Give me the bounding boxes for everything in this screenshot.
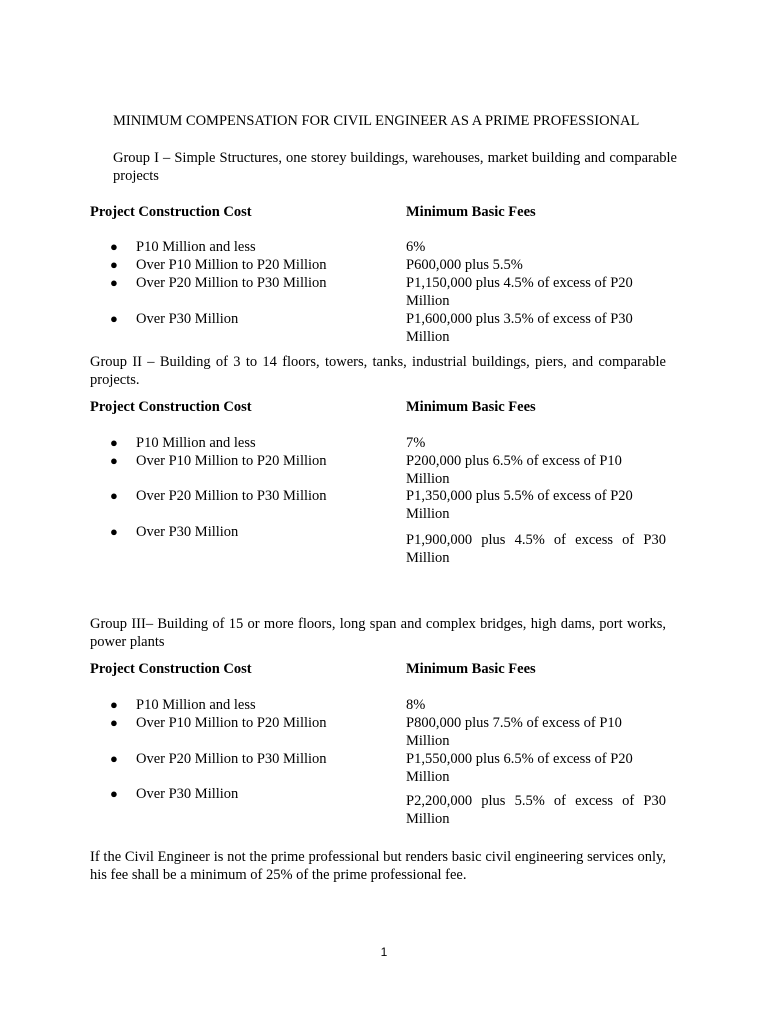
group-2-row-3-cost: Over P20 Million to P30 Million bbox=[136, 488, 327, 504]
group-1-row-1-cost: P10 Million and less bbox=[136, 239, 256, 255]
group-3-cost-header: Project Construction Cost bbox=[90, 661, 252, 677]
page-number: 1 bbox=[380, 945, 388, 959]
group-1-row-3-cost: Over P20 Million to P30 Million bbox=[136, 275, 327, 291]
bullet-icon: ● bbox=[110, 311, 118, 326]
group-3-row-1-fee: 8% bbox=[406, 697, 426, 713]
bullet-icon: ● bbox=[110, 239, 118, 254]
group-1-row-4-cost: Over P30 Million bbox=[136, 311, 239, 327]
group-1-intro: Group I – Simple Structures, one storey buildings, warehouses, market building and comparable projects bbox=[113, 150, 677, 184]
group-3-row-3-cost: Over P20 Million to P30 Million bbox=[136, 751, 327, 767]
group-2-fees-header: Minimum Basic Fees bbox=[406, 399, 536, 415]
group-2-row-4-cost: Over P30 Million bbox=[136, 524, 239, 540]
document-title: MINIMUM COMPENSATION FOR CIVIL ENGINEER AS A PRIME PROFESSIONAL bbox=[113, 113, 640, 129]
group-3-row-3-fee: P1,550,000 plus 6.5% of excess of P20 Million bbox=[406, 751, 633, 785]
bullet-icon: ● bbox=[110, 435, 118, 450]
bullet-icon: ● bbox=[110, 715, 118, 730]
group-3-row-2-fee: P800,000 plus 7.5% of excess of P10 Million bbox=[406, 715, 622, 749]
group-1-row-1-fee: 6% bbox=[406, 239, 426, 255]
bullet-icon: ● bbox=[110, 453, 118, 468]
group-3-row-2-cost: Over P10 Million to P20 Million bbox=[136, 715, 327, 731]
bullet-icon: ● bbox=[110, 697, 118, 712]
group-2-row-2-cost: Over P10 Million to P20 Million bbox=[136, 453, 327, 469]
group-3-row-4-fee: P2,200,000 plus 5.5% of excess of P30 Million bbox=[406, 793, 666, 827]
bullet-icon: ● bbox=[110, 257, 118, 272]
bullet-icon: ● bbox=[110, 488, 118, 503]
bullet-icon: ● bbox=[110, 751, 118, 766]
bullet-icon: ● bbox=[110, 786, 118, 801]
group-1-row-4-fee: P1,600,000 plus 3.5% of excess of P30 Million bbox=[406, 311, 633, 345]
group-2-row-3-fee: P1,350,000 plus 5.5% of excess of P20 Million bbox=[406, 488, 633, 522]
group-1-row-2-cost: Over P10 Million to P20 Million bbox=[136, 257, 327, 273]
group-2-row-2-fee: P200,000 plus 6.5% of excess of P10 Million bbox=[406, 453, 622, 487]
group-1-cost-header: Project Construction Cost bbox=[90, 204, 252, 220]
bullet-icon: ● bbox=[110, 524, 118, 539]
group-3-row-4-cost: Over P30 Million bbox=[136, 786, 239, 802]
footer-note: If the Civil Engineer is not the prime professional but renders basic civil engineering services only, his fee shall be a minimum of 25% of the prime professional fee. bbox=[90, 849, 666, 883]
group-3-row-1-cost: P10 Million and less bbox=[136, 697, 256, 713]
group-1-row-2-fee: P600,000 plus 5.5% bbox=[406, 257, 523, 273]
group-2-row-4-fee: P1,900,000 plus 4.5% of excess of P30 Million bbox=[406, 532, 666, 566]
group-3-fees-header: Minimum Basic Fees bbox=[406, 661, 536, 677]
group-1-row-3-fee: P1,150,000 plus 4.5% of excess of P20 Million bbox=[406, 275, 633, 309]
group-2-cost-header: Project Construction Cost bbox=[90, 399, 252, 415]
group-2-row-1-cost: P10 Million and less bbox=[136, 435, 256, 451]
group-2-intro: Group II – Building of 3 to 14 floors, towers, tanks, industrial buildings, piers, and comparable projects. bbox=[90, 354, 666, 388]
group-3-intro: Group III– Building of 15 or more floors, long span and complex bridges, high dams, port works, power plants bbox=[90, 616, 666, 650]
group-1-fees-header: Minimum Basic Fees bbox=[406, 204, 536, 220]
group-2-row-1-fee: 7% bbox=[406, 435, 426, 451]
bullet-icon: ● bbox=[110, 275, 118, 290]
